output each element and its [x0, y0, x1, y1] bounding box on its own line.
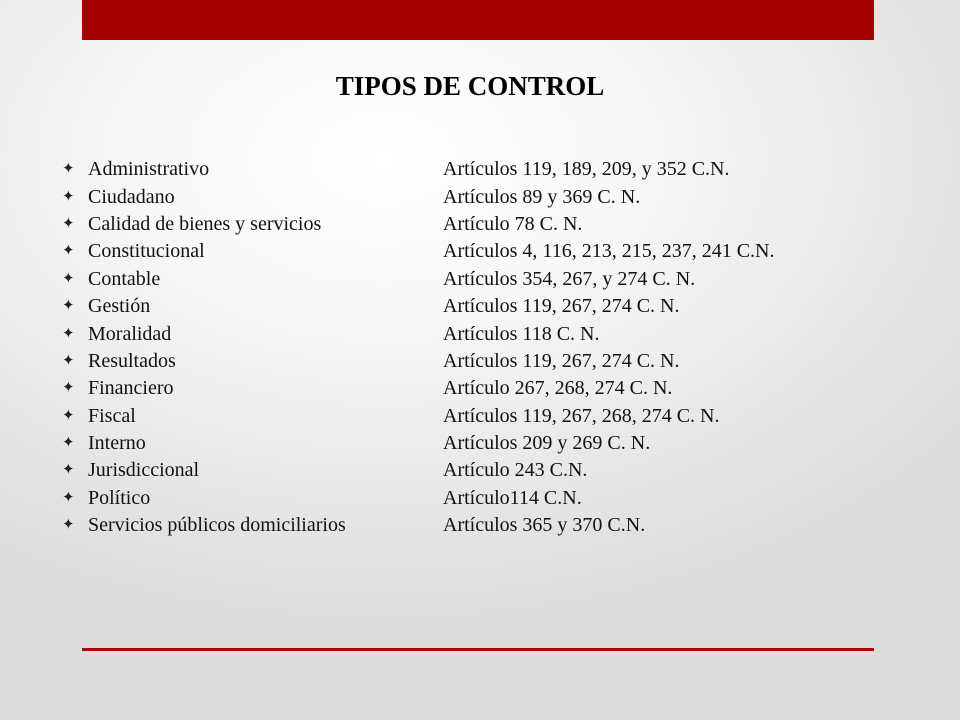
list-item	[62, 457, 922, 484]
star-bullet-icon: ✦	[62, 517, 75, 534]
star-bullet-icon: ✦	[62, 325, 75, 342]
constitution-articles: Artículo 243 C.N.	[443, 459, 588, 482]
list-item	[62, 403, 922, 430]
star-bullet-icon: ✦	[62, 161, 75, 178]
control-type: Administrativo	[88, 158, 210, 181]
constitution-articles: Artículos 118 C. N.	[443, 322, 600, 345]
control-type: Gestión	[88, 295, 151, 318]
constitution-articles: Artículos 119, 267, 268, 274 C. N.	[443, 404, 720, 427]
control-type: Servicios públicos domiciliarios	[88, 514, 346, 537]
constitution-articles: Artículos 4, 116, 213, 215, 237, 241 C.N.	[443, 240, 775, 263]
control-type: Fiscal	[88, 404, 136, 427]
list-item	[62, 375, 922, 402]
star-bullet-icon: ✦	[62, 462, 75, 479]
list-item	[62, 156, 922, 183]
control-type: Financiero	[88, 377, 174, 400]
star-bullet-icon: ✦	[62, 352, 75, 369]
list-item	[62, 211, 922, 238]
constitution-articles: Artículos 119, 267, 274 C. N.	[443, 349, 680, 372]
list-item	[62, 293, 922, 320]
list-item	[62, 348, 922, 375]
control-type: Resultados	[88, 349, 176, 372]
star-bullet-icon: ✦	[62, 270, 75, 287]
constitution-articles: Artículos 365 y 370 C.N.	[443, 514, 646, 537]
star-bullet-icon: ✦	[62, 215, 75, 232]
control-type: Ciudadano	[88, 185, 175, 208]
list-item	[62, 238, 922, 265]
star-bullet-icon: ✦	[62, 188, 75, 205]
page-title: TIPOS DE CONTROL	[335, 71, 605, 101]
control-type: Interno	[88, 432, 146, 455]
star-bullet-icon: ✦	[62, 298, 75, 315]
constitution-articles: Artículos 89 y 369 C. N.	[443, 185, 641, 208]
control-type: Político	[88, 486, 151, 509]
list-item	[62, 485, 922, 512]
control-type: Calidad de bienes y servicios	[88, 212, 322, 235]
constitution-articles: Artículo 267, 268, 274 C. N.	[443, 377, 673, 400]
constitution-articles: Artículo 78 C. N.	[443, 212, 583, 235]
control-type: Moralidad	[88, 322, 172, 345]
control-type: Contable	[88, 267, 161, 290]
control-type: Jurisdiccional	[88, 459, 200, 482]
constitution-articles: Artículos 354, 267, y 274 C. N.	[443, 267, 696, 290]
constitution-articles: Artículos 119, 267, 274 C. N.	[443, 295, 680, 318]
constitution-articles: Artículos 209 y 269 C. N.	[443, 432, 651, 455]
top-accent-bar	[82, 0, 874, 40]
list-item	[62, 183, 922, 210]
list-item	[62, 512, 922, 539]
list-item	[62, 266, 922, 293]
star-bullet-icon: ✦	[62, 489, 75, 506]
list-item	[62, 320, 922, 347]
star-bullet-icon: ✦	[62, 407, 75, 424]
star-bullet-icon: ✦	[62, 380, 75, 397]
control-type: Constitucional	[88, 240, 205, 263]
bottom-divider	[82, 648, 874, 651]
list-item	[62, 430, 922, 457]
control-types-list	[62, 156, 922, 539]
constitution-articles: Artículos 119, 189, 209, y 352 C.N.	[443, 158, 730, 181]
star-bullet-icon: ✦	[62, 435, 75, 452]
constitution-articles: Artículo114 C.N.	[443, 486, 582, 509]
star-bullet-icon: ✦	[62, 243, 75, 260]
